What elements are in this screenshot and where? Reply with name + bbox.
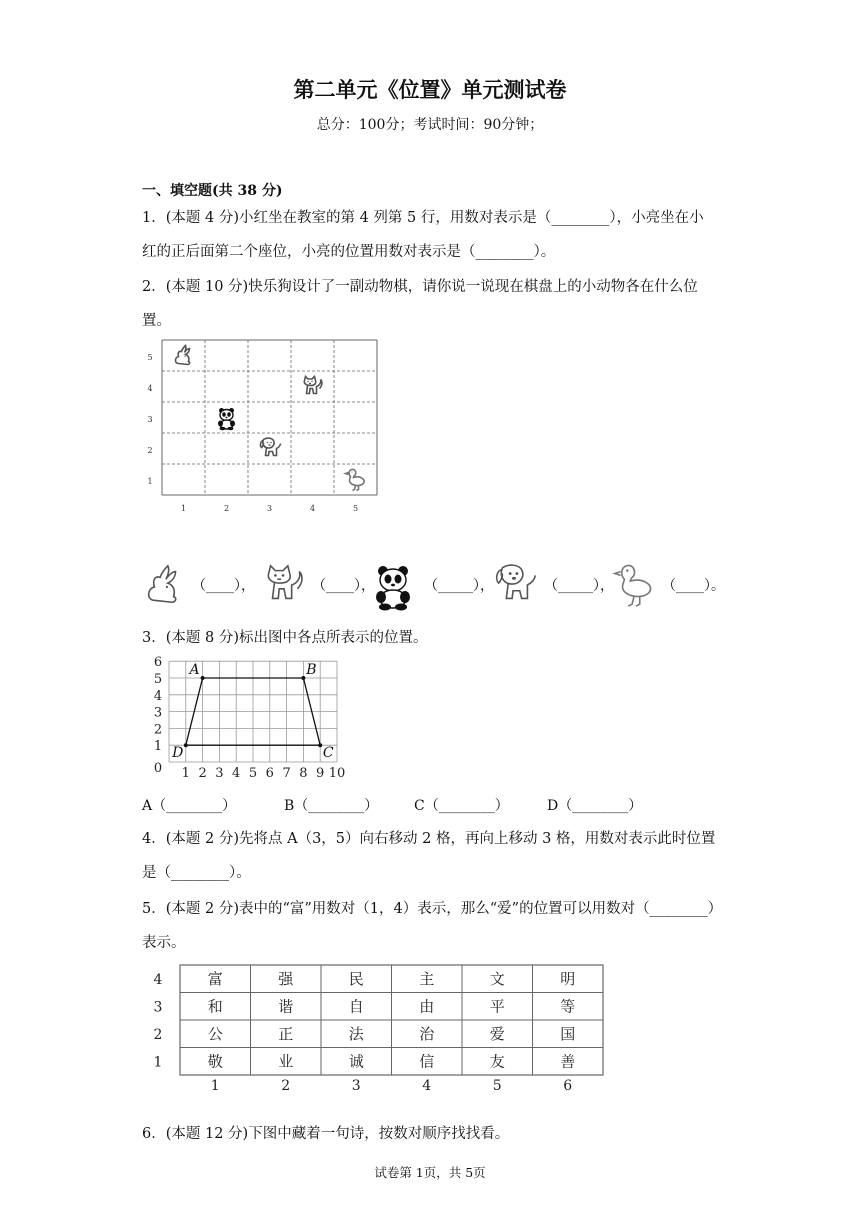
answer-cat xyxy=(260,558,375,612)
point-a-blank[interactable]: A（________） xyxy=(142,798,237,814)
y-tick-label: 3 xyxy=(153,705,163,721)
answer-duck xyxy=(610,558,725,612)
word-table-cell: 文 xyxy=(489,969,505,988)
point-c-dot xyxy=(318,743,322,747)
board-col-label: 3 xyxy=(266,504,273,513)
board-col-labels xyxy=(181,504,358,513)
word-table-grid xyxy=(180,965,603,1075)
word-table-cell: 友 xyxy=(489,1052,505,1071)
word-table-cell: 民 xyxy=(348,969,364,988)
word-table-cell: 和 xyxy=(207,997,223,1016)
answer-blank[interactable]: （____）， xyxy=(312,578,375,594)
y-tick-label: 1 xyxy=(153,739,163,755)
y-tick-label: 2 xyxy=(153,722,163,738)
word-table-col-label: 3 xyxy=(351,1078,361,1094)
word-table-cell: 法 xyxy=(348,1024,364,1043)
word-table-cell: 明 xyxy=(560,969,576,988)
board-col-label: 2 xyxy=(223,504,230,513)
answer-blank[interactable]: （____）。 xyxy=(662,578,725,594)
word-table-cell: 强 xyxy=(278,969,294,988)
coordinate-graph xyxy=(140,655,346,782)
exam-info: 总分：100分；考试时间：90分钟； xyxy=(316,117,544,133)
origin-label: 0 xyxy=(153,761,163,776)
word-table xyxy=(142,962,612,1092)
x-tick-label: 6 xyxy=(265,766,274,781)
word-table-cell: 等 xyxy=(560,997,576,1016)
q4-line2: 是（________）。 xyxy=(142,865,251,881)
board-col-label: 4 xyxy=(309,504,316,513)
point-b-label: B xyxy=(306,662,317,678)
word-table-cell: 主 xyxy=(419,969,435,988)
q5-line2: 表示。 xyxy=(142,935,186,951)
word-table-cell: 谐 xyxy=(278,997,294,1016)
q1-line1: 1．(本题 4 分)小红坐在教室的第 4 列第 5 行，用数对表示是（________），小亮坐在小 xyxy=(142,210,704,226)
rabbit-icon xyxy=(140,561,188,609)
word-table-cell: 治 xyxy=(419,1024,435,1043)
x-tick-label: 3 xyxy=(215,766,224,781)
point-a-label: A xyxy=(189,662,200,678)
word-table-col-label: 4 xyxy=(422,1078,432,1094)
answer-panda xyxy=(366,558,494,612)
board-row-label: 1 xyxy=(147,477,153,486)
x-tick-label: 5 xyxy=(248,766,258,781)
board-grid xyxy=(162,340,377,495)
point-b-dot xyxy=(301,676,305,680)
duck-icon xyxy=(610,560,658,610)
word-table-cell: 善 xyxy=(560,1052,576,1071)
y-tick-label: 4 xyxy=(153,688,163,704)
board-row-label: 5 xyxy=(147,353,153,362)
point-a-dot xyxy=(201,676,205,680)
x-tick-label: 2 xyxy=(198,766,207,781)
q5-line1: 5．(本题 2 分)表中的“富”用数对（1，4）表示，那么“爱”的位置可以用数对（________） xyxy=(142,901,723,917)
x-tick-label: 10 xyxy=(328,766,346,781)
q2-line1: 2．(本题 10 分)快乐狗设计了一副动物棋，请你说一说现在棋盘上的小动物各在什么位 xyxy=(142,279,698,295)
q3-line1: 3．(本题 8 分)标出图中各点所表示的位置。 xyxy=(142,630,428,646)
q1-line2: 红的正后面第二个座位，小亮的位置用数对表示是（________）。 xyxy=(142,244,556,260)
answer-blank[interactable]: （____）， xyxy=(192,578,255,594)
y-tick-label: 6 xyxy=(153,655,163,671)
point-b-blank[interactable]: B（________） xyxy=(284,798,379,814)
point-d-label: D xyxy=(172,745,184,762)
word-table-row-label: 2 xyxy=(153,1026,163,1043)
board-row-labels xyxy=(147,353,152,486)
answer-blank[interactable]: （_____）， xyxy=(424,578,494,594)
word-table-row-label: 3 xyxy=(153,999,163,1016)
point-d-blank[interactable]: D（________） xyxy=(547,798,643,814)
dog-icon xyxy=(260,438,280,455)
q4-line1: 4．(本题 2 分)先将点 A（3，5）向右移动 2 格，再向上移动 3 格，用数对表示此时位置 xyxy=(142,831,716,847)
word-table-cell: 业 xyxy=(278,1052,294,1071)
word-table-row-label: 1 xyxy=(153,1054,163,1071)
word-table-cell: 敬 xyxy=(207,1052,223,1071)
word-table-cell: 自 xyxy=(348,997,364,1016)
rabbit-icon xyxy=(176,346,190,365)
board-pieces xyxy=(176,346,365,491)
section-heading: 一、填空题(共 38 分) xyxy=(142,183,283,199)
y-tick-label: 5 xyxy=(153,672,163,687)
word-table-cell: 富 xyxy=(207,969,223,988)
duck-icon xyxy=(615,565,651,606)
answer-rabbit xyxy=(140,558,255,612)
word-table-col-label: 1 xyxy=(210,1078,220,1094)
word-table-cell: 信 xyxy=(419,1052,435,1071)
x-tick-label: 4 xyxy=(232,766,241,781)
word-table-cell: 爱 xyxy=(489,1024,505,1043)
point-c-label: C xyxy=(322,745,334,762)
animal-chess-board xyxy=(140,334,390,514)
x-tick-label: 8 xyxy=(299,766,308,781)
panda-icon xyxy=(366,560,420,610)
x-tick-label: 7 xyxy=(282,766,291,781)
q6-line1: 6．(本题 12 分)下图中藏着一句诗，按数对顺序找找看。 xyxy=(142,1126,510,1142)
answer-blank[interactable]: （_____）， xyxy=(544,578,614,594)
panda-icon xyxy=(218,408,235,430)
cat-icon xyxy=(260,561,308,609)
answer-dog xyxy=(488,558,614,612)
word-table-col-label: 5 xyxy=(492,1078,502,1094)
word-table-cell: 平 xyxy=(489,997,505,1016)
x-tick-label: 1 xyxy=(181,766,190,781)
cat-icon xyxy=(268,566,302,599)
point-c-blank[interactable]: C（________） xyxy=(414,798,509,814)
dog-icon xyxy=(497,565,535,598)
word-table-col-label: 2 xyxy=(281,1078,291,1094)
q2-line2: 置。 xyxy=(142,313,171,329)
word-table-cell: 诚 xyxy=(348,1052,364,1071)
word-table-cell: 由 xyxy=(419,997,435,1016)
word-table-cell: 公 xyxy=(207,1024,223,1043)
x-tick-label: 9 xyxy=(316,766,325,781)
page-footer: 试卷第 1页，共 5页 xyxy=(374,1165,486,1180)
word-table-cell: 正 xyxy=(278,1024,294,1043)
word-table-row-label: 4 xyxy=(153,971,163,988)
dog-icon xyxy=(488,561,540,609)
page-title: 第二单元《位置》单元测试卷 xyxy=(293,78,567,102)
rabbit-icon xyxy=(149,566,176,602)
board-row-label: 4 xyxy=(147,384,153,393)
board-row-label: 3 xyxy=(147,415,153,424)
animal-answer-row xyxy=(140,558,725,612)
board-row-label: 2 xyxy=(147,446,153,455)
board-col-label: 5 xyxy=(352,504,359,513)
point-d-dot xyxy=(184,743,188,747)
word-table-cell: 国 xyxy=(560,1024,576,1043)
duck-icon xyxy=(346,469,365,490)
word-table-col-label: 6 xyxy=(563,1078,573,1094)
board-col-label: 1 xyxy=(180,504,187,513)
cat-icon xyxy=(304,377,322,394)
panda-icon xyxy=(376,566,410,611)
